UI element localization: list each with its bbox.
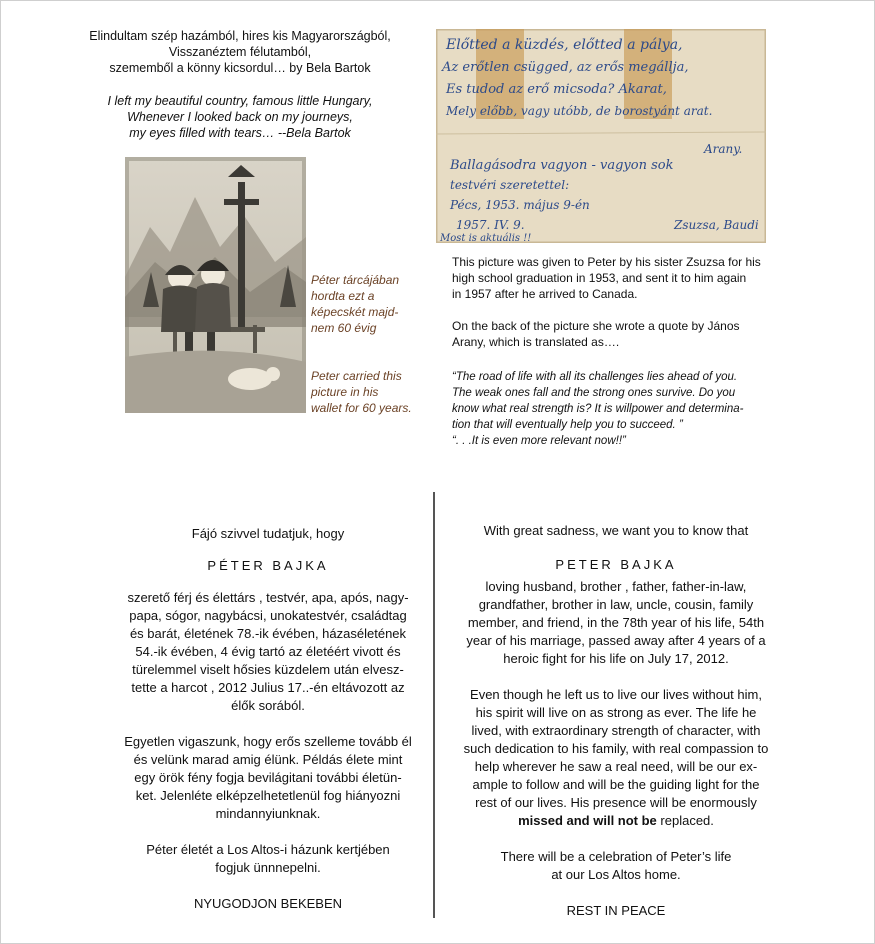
- announcement-line: élők sorából.: [231, 698, 305, 713]
- letter-line: Arany.: [704, 142, 743, 156]
- letter-scan: [436, 29, 766, 243]
- wallet-picture: [125, 157, 306, 413]
- announcement-line: Péter életét a Los Altos-i házunk kertjében: [146, 842, 390, 857]
- quote-line: “The road of life with all its challenges lies ahead of you.: [452, 371, 738, 383]
- letter-line: Előtted a küzdés, előtted a pálya,: [446, 37, 683, 53]
- announcement-line: mindannyiunknak.: [215, 806, 321, 821]
- emphasis-tail: replaced.: [656, 813, 714, 828]
- caption-line: picture in his: [311, 385, 379, 399]
- wallet-picture-illustration: [125, 157, 306, 413]
- announcement-line: türelemmel viselt hősies küzdelem után elvesz-: [132, 662, 404, 677]
- announcement-line: year of his marriage, passed away after 4 years of a: [466, 633, 766, 648]
- poem-hungarian: [60, 28, 420, 76]
- letter-line: Az erőtlen csügged, az erős megállja,: [442, 60, 689, 75]
- announcement-line: loving husband, brother , father, father-in-law,: [485, 579, 747, 594]
- letter-line: Zsuzsa, Baudi: [674, 218, 759, 232]
- story-paragraph: [452, 318, 782, 350]
- announcement-line: papa, sógor, nagybácsi, unokatestvér, családtag: [129, 608, 407, 623]
- quote-line: know what real strength is? It is willpower and determina-: [452, 403, 744, 415]
- quote-line: “. . .It is even more relevant now!!”: [452, 435, 626, 447]
- announcement-line: such dedication to his family, with real compassion to: [463, 741, 769, 756]
- story-line: On the back of the picture she wrote a quote by János: [452, 319, 740, 333]
- picture-caption-hungarian: [311, 272, 421, 336]
- story-paragraph: [452, 254, 782, 302]
- announcement-closing: REST IN PEACE: [566, 903, 666, 918]
- caption-line: Péter tárcájában: [311, 273, 400, 287]
- announcement-line: his spirit will live on as strong as ever. The life he: [475, 705, 757, 720]
- letter-line: Es tudod az erő micsoda? Akarat,: [446, 82, 667, 97]
- caption-line: wallet for 60 years.: [311, 401, 412, 415]
- poem-line: Visszanéztem félutamból,: [168, 45, 312, 59]
- caption-line: képecskét majd-: [311, 305, 399, 319]
- poem-line: Elindultam szép hazámból, hires kis Magyarországból,: [89, 29, 391, 43]
- announcement-line: szerető férj és élettárs , testvér, apa, após, nagy-: [127, 590, 409, 605]
- letter-line: Pécs, 1953. május 9-én: [450, 198, 590, 212]
- poem-line: my eyes filled with tears… --Bela Bartok: [129, 126, 351, 140]
- emphasis-text: missed and will not be: [518, 813, 657, 828]
- quote-line: tion that will eventually help you to succeed. ”: [452, 419, 683, 431]
- story-line: Arany, which is translated as….: [452, 335, 620, 349]
- english-announcement: [442, 522, 790, 920]
- announcement-line: ample to follow and will be the guiding light for the: [472, 777, 760, 792]
- announcement-line: Egyetlen vigaszunk, hogy erős szelleme tovább él: [124, 734, 412, 749]
- poem-line: Whenever I looked back on my journeys,: [127, 110, 353, 124]
- letter-line: Ballagásodra vagyon - vagyon sok: [450, 158, 674, 173]
- announcement-line: lived, with extraordinary strength of character, with: [471, 723, 761, 738]
- letter-line: Most is aktuális !!: [440, 233, 532, 243]
- poem-line: szememből a könny kicsordul… by Bela Bartok: [109, 61, 371, 75]
- announcement-line: egy örök fény fogja bevilágitani további életün-: [134, 770, 402, 785]
- letter-line: 1957. IV. 9.: [456, 218, 525, 232]
- handwritten-letter: [436, 29, 766, 243]
- announcement-intro: Fájó szivvel tudatjuk, hogy: [191, 526, 345, 541]
- quote-line: The weak ones fall and the strong ones survive. Do you: [452, 387, 736, 399]
- letter-line: testvéri szeretettel:: [450, 178, 570, 192]
- announcement-line: ket. Jelenléte elképzelhetetlenül fog hiányozni: [135, 788, 401, 803]
- announcement-line: at our Los Altos home.: [551, 867, 681, 882]
- announcement-line: heroic fight for his life on July 17, 2012.: [503, 651, 729, 666]
- deceased-name: PÉTER BAJKA: [207, 558, 329, 573]
- announcement-line: 54.-ik évében, 4 évig tartó az életéért vivott és: [135, 644, 401, 659]
- announcement-line: There will be a celebration of Peter’s life: [500, 849, 732, 864]
- announcement-line-emphasis: [442, 812, 790, 830]
- picture-story: [452, 254, 782, 350]
- announcement-intro: With great sadness, we want you to know that: [483, 523, 749, 538]
- announcement-line: member, and friend, in the 78th year of his life, 54th: [467, 615, 765, 630]
- announcement-line: Even though he left us to live our lives without him,: [470, 687, 762, 702]
- announcement-line: fogjuk ünnnepelni.: [215, 860, 321, 875]
- poem-english: [60, 93, 420, 141]
- announcement-line: grandfather, brother in law, uncle, cousin, family: [478, 597, 754, 612]
- story-line: high school graduation in 1953, and sent it to him again: [452, 271, 747, 285]
- caption-line: nem 60 évig: [311, 321, 377, 335]
- announcement-line: tette a harcot , 2012 Julius 17..-én eltávozott az: [131, 680, 405, 695]
- announcement-line: rest of our lives. His presence will be enormously: [475, 795, 757, 810]
- announcement-line: help wherever he saw a real need, will be our ex-: [474, 759, 758, 774]
- picture-caption-english: [311, 368, 426, 416]
- announcement-line: és velünk marad amig élünk. Példás élete mint: [133, 752, 403, 767]
- deceased-name: PETER BAJKA: [555, 557, 677, 572]
- caption-line: Peter carried this: [311, 369, 402, 383]
- announcement-line: és barát, életének 78.-ik évében, házaséletének: [129, 626, 407, 641]
- poem-line: I left my beautiful country, famous little Hungary,: [107, 94, 373, 108]
- hungarian-announcement: [98, 525, 438, 913]
- letter-line: Mely előbb, vagy utóbb, de borostyánt arat.: [446, 104, 713, 118]
- story-line: This picture was given to Peter by his sister Zsuzsa for his: [452, 255, 761, 269]
- caption-line: hordta ezt a: [311, 289, 375, 303]
- story-line: in 1957 after he arrived to Canada.: [452, 287, 638, 301]
- announcement-closing: NYUGODJON BEKEBEN: [193, 896, 343, 911]
- arany-quote: [452, 369, 782, 449]
